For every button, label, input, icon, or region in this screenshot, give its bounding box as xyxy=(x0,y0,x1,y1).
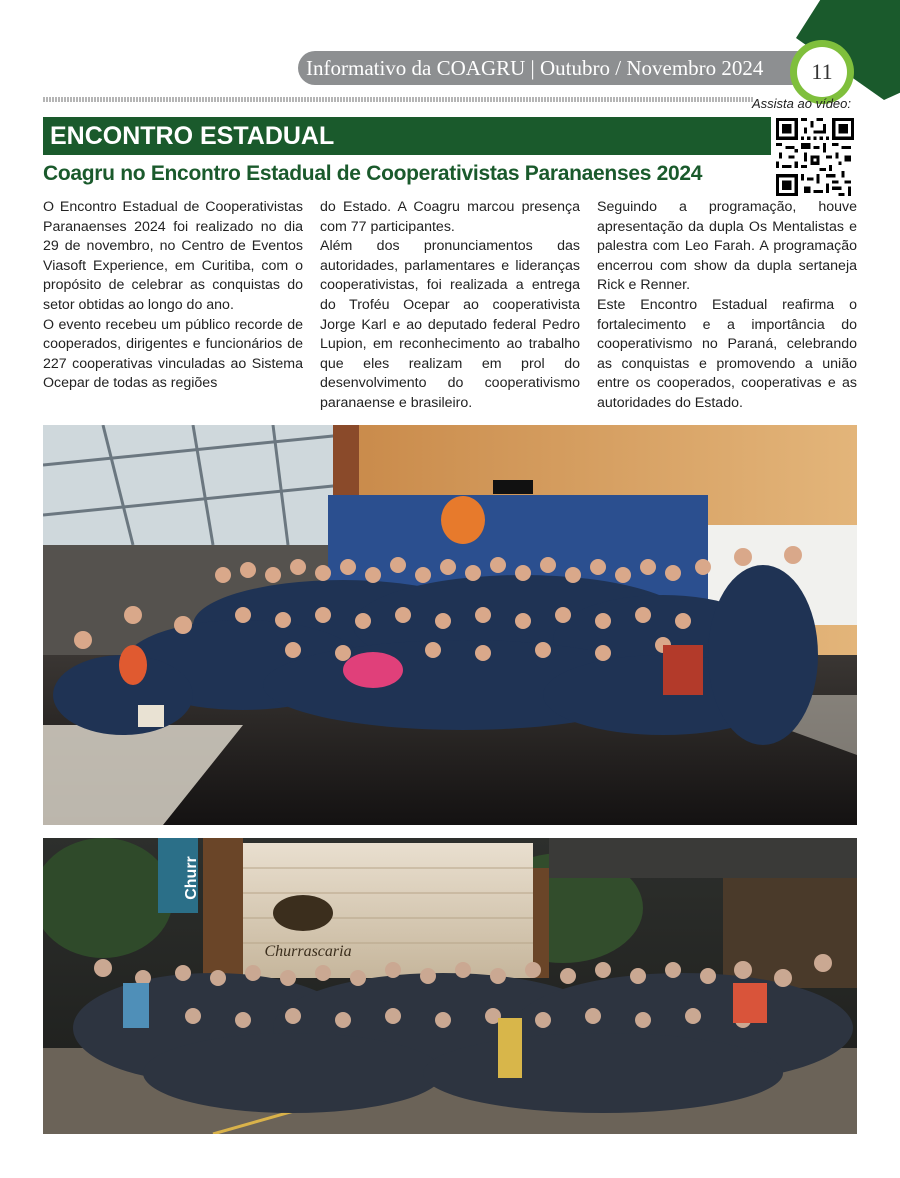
paragraph: O Encontro Estadual de Cooperativistas Paranaenses 2024 foi realizado no dia 29 de novembro, no Centro de Eventos Viasoft Experience, em Curitiba, com o propósito de celebrar as conquistas do setor obtidas ao longo do ano. xyxy=(43,199,303,313)
article-headline: Coagru no Encontro Estadual de Cooperativistas Paranaenses 2024 xyxy=(43,162,703,185)
paragraph: Este Encontro Estadual reafirma o fortalecimento e a importância do cooperativismo no Paraná, celebrando as conquistas e promovendo a união entre os cooperados, cooperativas e as autoridades do Estado. xyxy=(597,296,857,411)
paragraph: Além dos pronunciamentos das autoridades, parlamentares e lideranças cooperativistas, foi realizada a entrega do Troféu Ocepar ao cooperativista Jorge Karl e ao deputado federal Pedro Lupion, em reconhecimento ao trabalho que eles realizam em prol do desenvolvimento do cooperativismo paranaense e brasileiro. xyxy=(320,238,580,411)
article-column-1 xyxy=(43,198,303,394)
paragraph: do Estado. A Coagru marcou presença com 77 participantes. xyxy=(320,199,580,235)
sign-text: Churr xyxy=(183,856,200,900)
dotted-divider xyxy=(43,97,753,102)
publication-title: Informativo da COAGRU | Outubro / Novembro 2024 xyxy=(306,56,764,80)
page-number-inner xyxy=(797,47,847,97)
qr-code[interactable] xyxy=(776,118,854,196)
page-number: 11 xyxy=(811,59,833,84)
video-label: Assista ao vídeo: xyxy=(752,96,851,111)
paragraph: O evento recebeu um público recorde de cooperados, dirigentes e funcionários de 227 cooperativas vinculadas ao Sistema Ocepar de todas as regiões xyxy=(43,316,303,392)
churrascaria-sign: Churrascaria xyxy=(264,943,352,960)
group-photo-churrascaria xyxy=(43,838,857,1134)
group-photo-event-center xyxy=(43,425,857,825)
article-column-3 xyxy=(597,198,857,414)
article-column-2 xyxy=(320,198,580,414)
paragraph: Seguindo a programação, houve apresentação da dupla Os Mentalistas e palestra com Leo Farah. A programação encerrou com show da dupla sertaneja Rick e Renner. xyxy=(597,199,857,294)
section-title: ENCONTRO ESTADUAL xyxy=(50,122,335,150)
